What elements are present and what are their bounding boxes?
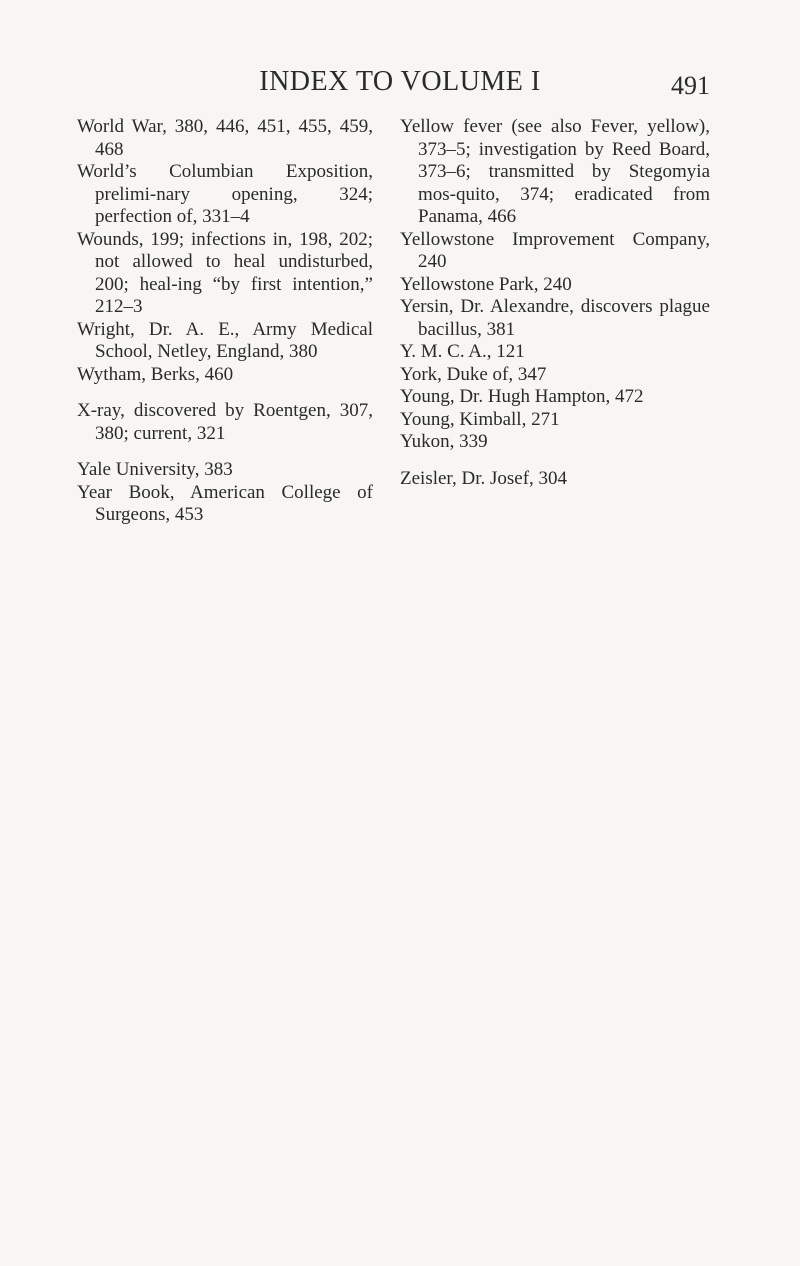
index-entry: Yellow fever (see also Fever, yellow), 373–5; investigation by Reed Board, 373–6; transmitted by Stegomyia mos-quito, 374; eradicated from Panama, 466 [400,116,710,227]
index-entry: York, Duke of, 347 [400,363,547,385]
index-entry: Young, Kimball, 271 [400,408,560,430]
index-entry: World War, 380, 446, 451, 455, 459, 468 [77,116,373,160]
index-entry: Zeisler, Dr. Josef, 304 [400,467,568,489]
index-entry: Yellowstone Park, 240 [400,273,572,295]
running-title: INDEX TO VOLUME I [259,66,541,97]
index-entry: World’s Columbian Exposition, prelimi-nary opening, 324; perfection of, 331–4 [77,161,373,227]
index-entry: Year Book, American College of Surgeons, 453 [77,481,373,525]
index-entry: Wright, Dr. A. E., Army Medical School, Netley, England, 380 [77,318,373,362]
index-entry: Young, Dr. Hugh Hampton, 472 [400,386,644,407]
index-entry: Wounds, 199; infections in, 198, 202; not allowed to heal undisturbed, 200; heal-ing “by first intention,” 212–3 [77,228,373,317]
index-entry: Yukon, 339 [400,431,488,452]
index-column-right [400,116,710,490]
index-entry: Yale University, 383 [77,459,233,480]
index-entry: Yersin, Dr. Alexandre, discovers plague bacillus, 381 [400,296,710,340]
index-column-left [77,116,373,527]
index-entry: Y. M. C. A., 121 [400,341,525,362]
index-entry: Yellowstone Improvement Company, 240 [400,228,710,272]
page-header [0,62,800,102]
index-entry: Wytham, Berks, 460 [77,363,234,385]
page-number: 491 [671,71,710,100]
index-entry: X-ray, discovered by Roentgen, 307, 380; current, 321 [77,400,373,444]
